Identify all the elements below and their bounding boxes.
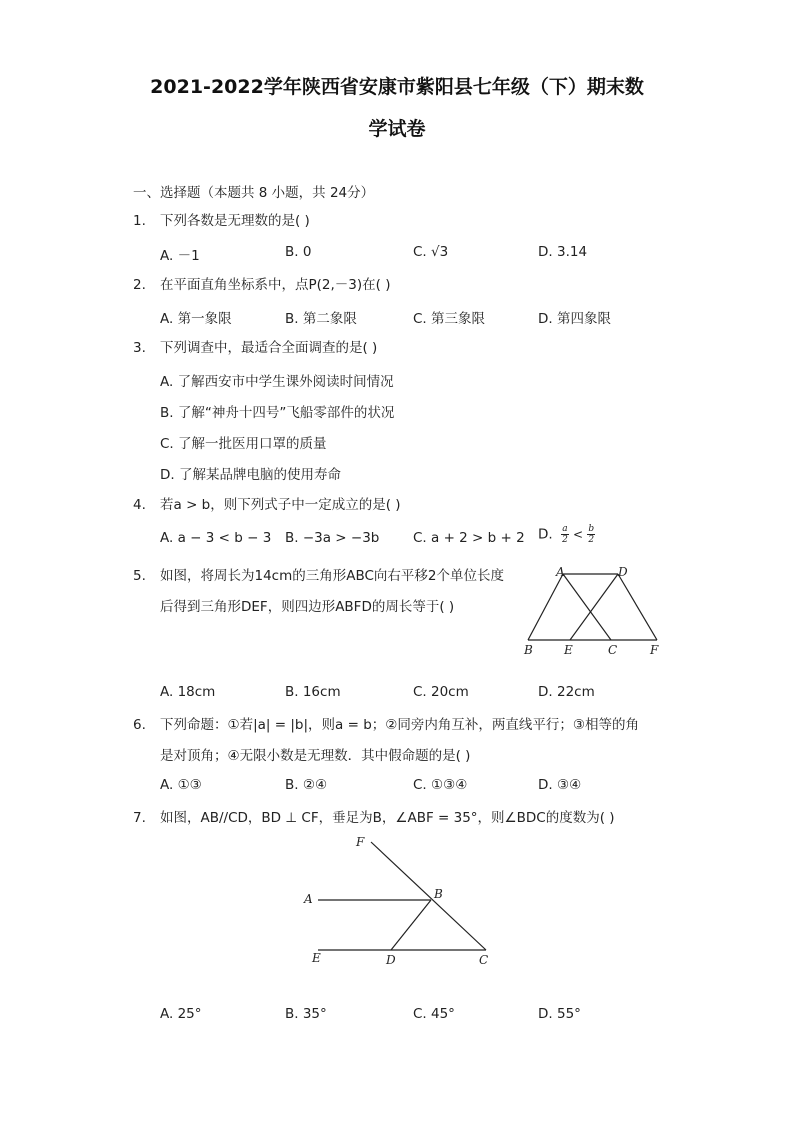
option-d-label: D. [538,526,553,543]
option-b: B. ②④ [285,777,328,793]
option-c: C. 第三象限 [413,311,486,327]
label-d: D [618,565,628,579]
fraction-a-over-2 [561,524,568,545]
option-a: A. ①③ [160,777,202,793]
question-text: 若a > b，则下列式子中一定成立的是( ) [160,497,401,513]
option-a: A. 第一象限 [160,311,232,327]
label-e: E [564,643,573,657]
question-text-line1: 如图，将周长为14cm的三角形ABC向右平移2个单位长度 [160,568,505,584]
question-number: 6. [133,717,146,733]
less-than-sign: < [572,527,584,542]
option-b: B. 16cm [285,684,341,700]
option-a: A. a − 3 < b − 3 [160,530,272,546]
option-d: D. 第四象限 [538,311,611,327]
label-c: C [608,643,618,657]
exam-title-line1: 2021-2022学年陕西省安康市紫阳县七年级（下）期末数 [150,76,644,98]
question-text-line1: 下列命题：①若|a| = |b|，则a = b；②同旁内角互补，两直线平行；③相等的角 [160,717,639,733]
label-f: F [650,643,659,657]
question-text: 如图，AB//CD，BD ⊥ CF，垂足为B，∠ABF = 35°，则∠BDC的度数为( ) [160,810,615,826]
question-number: 1. [133,213,146,229]
question-text: 下列调查中，最适合全面调查的是( ) [160,340,378,356]
option-c: C. 20cm [413,684,469,700]
label-d: D [386,953,396,967]
label-a: A [304,892,313,906]
label-b: B [434,887,443,901]
option-d: D. ③④ [538,777,582,793]
option-b: B. 0 [285,244,312,260]
option-a: A. －1 [160,248,200,264]
option-b: B. −3a > −3b [285,530,380,546]
label-b: B [524,643,533,657]
option-a: A. 25° [160,1006,202,1022]
option-c: C. 了解一批医用口罩的质量 [160,436,327,452]
option-d [538,524,595,545]
fraction-denominator: 2 [562,535,568,545]
option-c: C. √3 [413,244,449,260]
label-a: A [556,565,565,579]
option-d: D. 了解某品牌电脑的使用寿命 [160,467,341,483]
question-number: 4. [133,497,146,513]
option-c: C. ①③④ [413,777,468,793]
question-text: 下列各数是无理数的是( ) [160,213,310,229]
section-heading: 一、选择题（本题共 8 小题，共 24分） [133,185,375,201]
parallel-lines-figure [296,830,506,970]
option-d: D. 22cm [538,684,595,700]
fraction-numerator: a [562,524,568,534]
fraction-numerator: b [588,524,595,534]
question-number: 5. [133,568,146,584]
option-d: D. 3.14 [538,244,588,260]
option-c: C. a + 2 > b + 2 [413,530,525,546]
question-text-line2: 是对顶角；④无限小数是无理数．其中假命题的是( ) [160,748,471,764]
label-c: C [479,953,489,967]
question-text: 在平面直角坐标系中，点P(2,－3)在( ) [160,277,391,293]
option-c: C. 45° [413,1006,455,1022]
option-b: B. 第二象限 [285,311,357,327]
trapezoid-figure [518,562,668,662]
label-f: F [356,835,365,849]
option-b: B. 了解“神舟十四号”飞船零部件的状况 [160,405,395,421]
option-d: D. 55° [538,1006,581,1022]
question-text-line2: 后得到三角形DEF，则四边形ABFD的周长等于( ) [160,599,455,615]
question-number: 2. [133,277,146,293]
question-number: 7. [133,810,146,826]
question-number: 3. [133,340,146,356]
option-a: A. 18cm [160,684,216,700]
exam-title-line2: 学试卷 [368,118,426,140]
option-a: A. 了解西安市中学生课外阅读时间情况 [160,374,394,390]
label-e: E [312,951,321,965]
option-b: B. 35° [285,1006,327,1022]
fraction-denominator: 2 [588,535,595,545]
fraction-b-over-2 [587,524,595,545]
